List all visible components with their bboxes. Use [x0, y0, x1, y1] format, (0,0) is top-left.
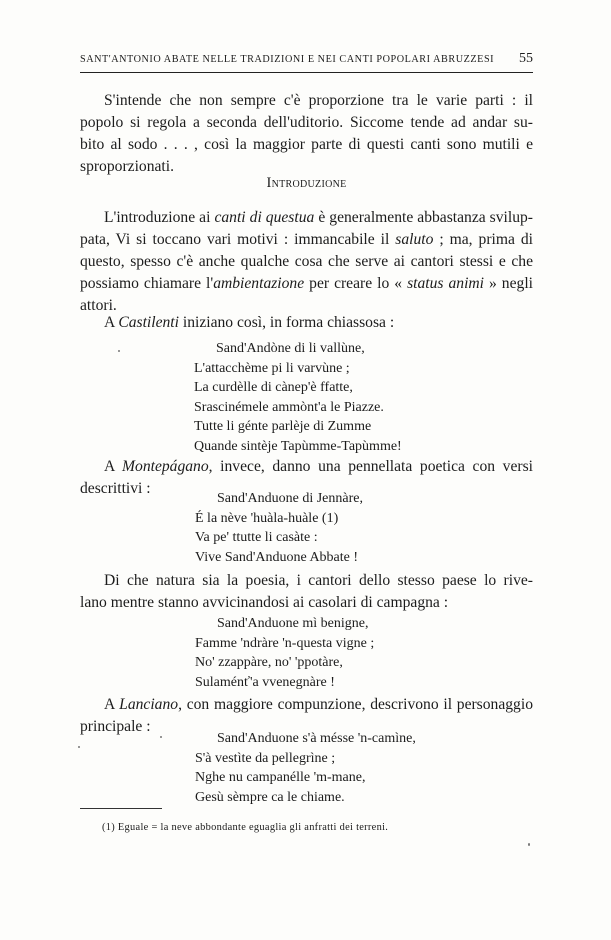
verse-line: S'à vestìte da pellegrìne ; [195, 750, 336, 766]
running-title: SANT'ANTONIO ABATE NELLE TRADIZIONI E NEI CANTI POPOLARI ABRUZZESI [80, 54, 495, 65]
verse-lanciano [195, 729, 416, 807]
text-line: principale : [80, 718, 151, 735]
text-line: L'introduzione ai canti di questua è generalmente abbastanza svilup- [104, 209, 534, 226]
verse-line: Quande sintèje Tapùmme-Tapùmme! [194, 438, 402, 454]
text-line: A Montepágano, invece, danno una pennellata poetica con versi [104, 458, 533, 475]
print-speck [118, 350, 120, 352]
verse-line: Sand'Andòne di li vallùne, [216, 341, 365, 356]
text-line: questo, spesso c'è anche qualche cosa che serve ai cantori stessi e che [80, 253, 533, 270]
paragraph-introduction [80, 207, 533, 317]
verse-line: Sand'Anduone s'à mésse 'n-camìne, [217, 731, 416, 746]
section-heading: Introduzione [266, 175, 347, 191]
text-line: popolo si regola a seconda dell'uditorio. Siccome tende ad andar su- [80, 114, 533, 131]
print-speck [160, 736, 162, 738]
verse-line: Sulaménť'a vvenegnàre ! [195, 674, 335, 690]
verse-montepagano [195, 489, 363, 567]
print-speck [78, 746, 80, 748]
text-line: pata, Vi si toccano vari motivi : immancabile il saluto ; ma, prima di [80, 231, 533, 248]
text-line: A Lanciano, con maggiore compunzione, descrivono il personaggio [104, 696, 533, 713]
text-line: lano mentre stanno avvicinandosi ai casolari di campagna : [80, 594, 449, 611]
paragraph-proportion [80, 90, 533, 178]
text-line: S'intende che non sempre c'è proporzione tra le varie parti : il [104, 92, 533, 109]
paragraph-poetry-nature [80, 570, 533, 614]
print-speck [528, 843, 530, 846]
verse-line: É la nève 'huàla-huàle (1) [195, 510, 339, 526]
verse-line: La curdèlle di cànep'è ffatte, [194, 380, 353, 395]
text-line: sproporzionati. [80, 158, 174, 175]
footnote-rule [80, 808, 162, 809]
verse-line: Vive Sand'Anduone Abbate ! [195, 549, 359, 565]
footnote: (1) Eguale = la neve abbondante eguaglia gli anfratti dei terreni. [102, 822, 389, 833]
text-line: possiamo chiamare l'ambientazione per creare lo « status animi » negli [80, 275, 533, 292]
verse-line: Nghe nu campanélle 'm-mane, [195, 770, 366, 785]
verse-line: L'attacchème pi li varvùne ; [194, 360, 350, 376]
verse-line: Tutte li génte parlèje di Zumme [194, 419, 372, 434]
verse-line: Famme 'ndràre 'n-questa vigne ; [195, 635, 375, 651]
verse-line: Sand'Anduone di Jennàre, [217, 491, 363, 506]
page-number: 55 [519, 51, 533, 66]
text-line: attori. [80, 297, 117, 314]
text-line: A Castilenti iniziano così, in forma chiassosa : [104, 314, 395, 331]
text-line: bito al sodo . . . , così la maggior parte di questi canti sono mutili e [80, 136, 533, 153]
page-header [80, 52, 533, 73]
verse-campagna [195, 614, 374, 692]
text-line: descrittivi : [80, 480, 151, 497]
text-line: Di che natura sia la poesia, i cantori dello stesso paese lo rive- [104, 572, 533, 589]
verse-castilenti [194, 339, 402, 456]
verse-line: Sand'Anduone mì benigne, [217, 616, 369, 631]
verse-line: Va pe' ttutte li casàte : [195, 530, 318, 545]
verse-line: Srascinémele ammònt'a le Piazze. [194, 399, 384, 415]
paragraph-castilenti [80, 312, 533, 334]
verse-line: No' zzappàre, no' 'ppotàre, [195, 655, 343, 670]
verse-line: Gesù sèmpre ca le chiame. [195, 789, 345, 805]
